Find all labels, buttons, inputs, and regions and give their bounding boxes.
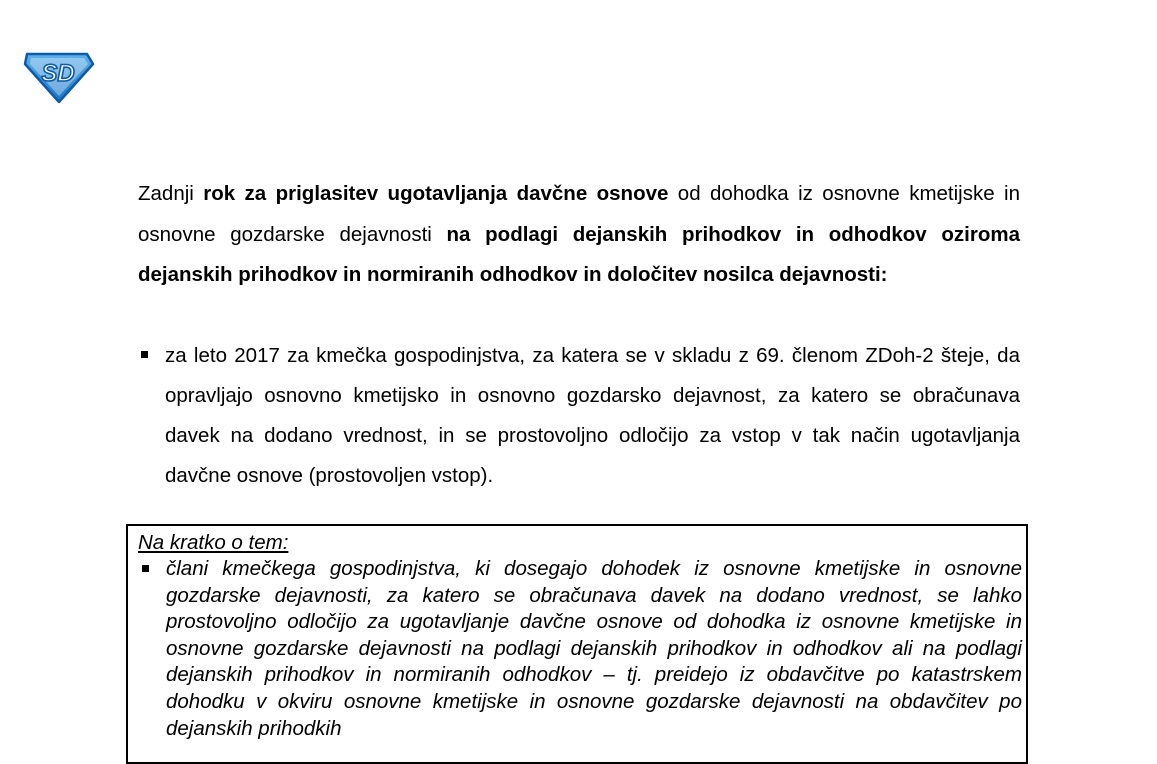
summary-box <box>126 524 1028 764</box>
intro-paragraph <box>138 174 1020 296</box>
sd-logo <box>21 48 95 104</box>
intro-bold-2: na podlagi dejanskih prihodkov in odhodkov oziroma dejanskih prihodkov in normiranih odhodkov in določitev nosilca dejavnosti: <box>138 222 1020 286</box>
summary-bullet-item: člani kmečkega gospodinjstva, ki dosegajo dohodek iz osnovne kmetijske in osnovne gozdarske dejavnosti, za katero se obračunava davek na dodano vrednost, se lahko prostovoljno odločijo za ugotavljanje davčne osnove od dohodka iz osnovne kmetijske in osnovne gozdarske dejavnosti na podlagi dejanskih prihodkov in odhodkov ali na podlagi dejanskih prihodkov in normiranih odhodkov – tj. preidejo iz obdavčitve po katastrskem dohodku v okviru osnovne kmetijske in osnovne gozdarske dejavnosti na obdavčitev po dejanskih prihodkih <box>138 556 1022 742</box>
summary-box-title: Na kratko o tem: <box>138 531 289 554</box>
intro-text-2: od dohodka iz osnovne kmetijske in osnovne gozdarske dejavnosti <box>138 182 1020 246</box>
deadline-bullet-item: za leto 2017 za kmečka gospodinjstva, za katera se v skladu z 69. členom ZDoh-2 šteje, da opravljajo osnovno kmetijsko in osnovno gozdarsko dejavnost, za katero se obračunava davek na dodano vrednost, in se prostovoljno odločijo za vstop v tak način ugotavljanja davčne osnove (prostovoljen vstop). <box>138 336 1020 496</box>
intro-text-1: Zadnji <box>138 182 204 205</box>
summary-bullet-list <box>138 556 1022 742</box>
logo-emblem-icon <box>21 48 95 104</box>
logo-text: SD <box>41 60 75 87</box>
intro-bold-1: rok za priglasitev ugotavljanja davčne osnove <box>203 182 669 205</box>
deadline-bullet-list <box>138 336 1020 496</box>
